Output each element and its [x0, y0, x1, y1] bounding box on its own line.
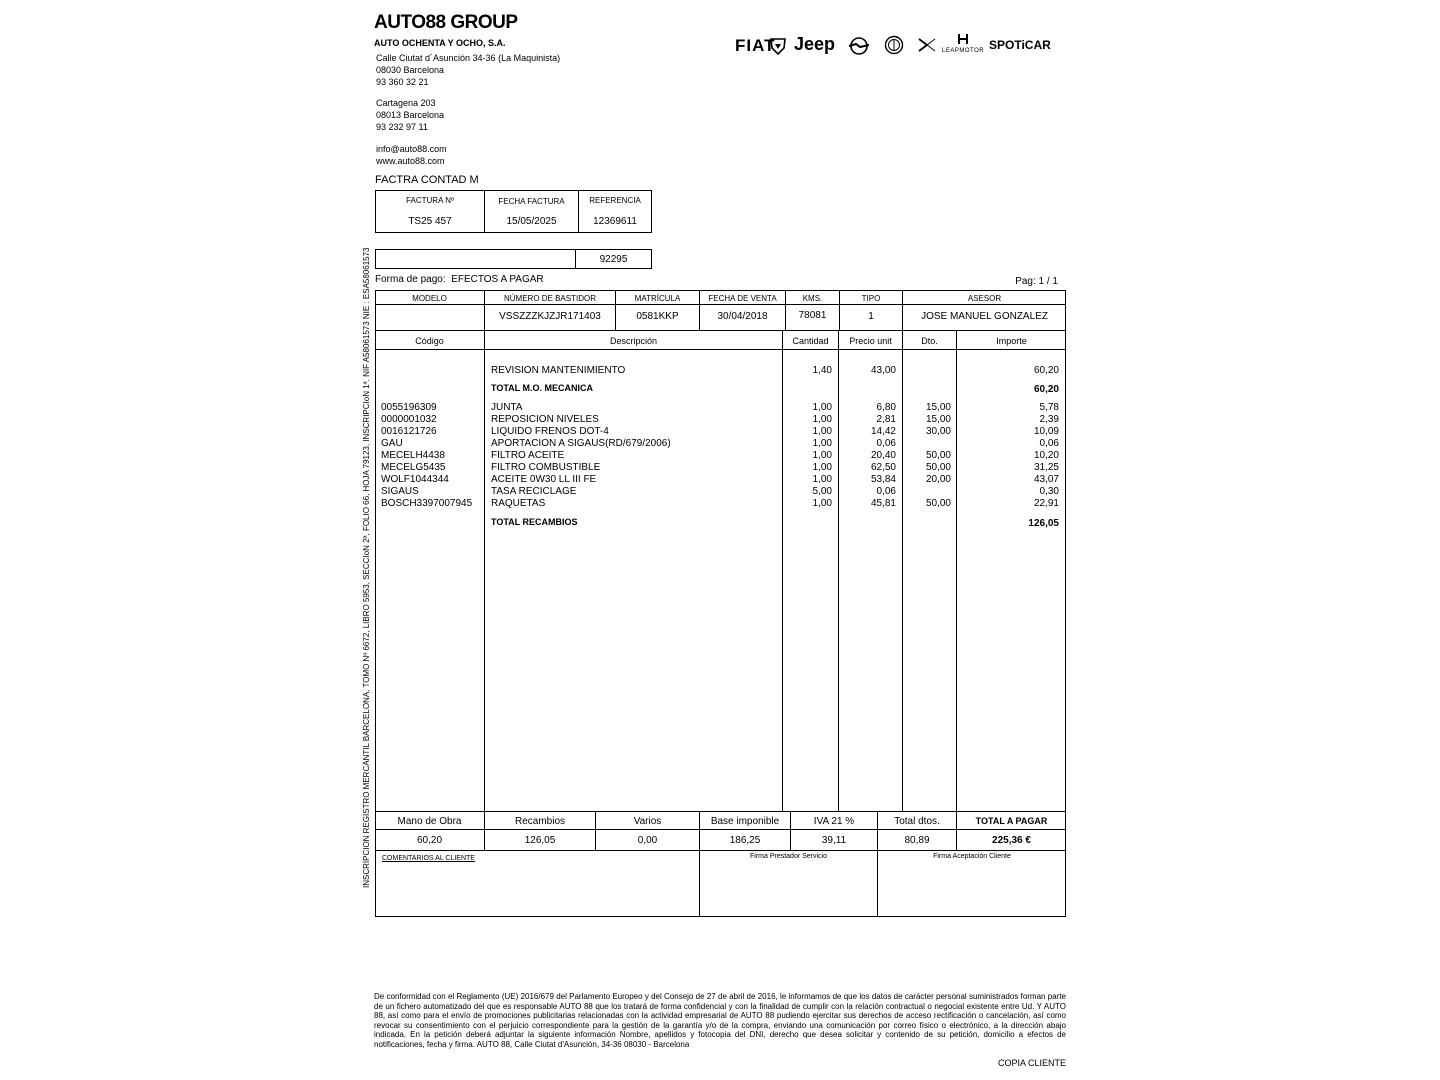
tax-base-value: 186,25	[729, 835, 761, 846]
part-price: 6,80	[876, 402, 896, 413]
abarth-logo-icon	[768, 36, 788, 61]
parts-descriptions	[491, 402, 671, 510]
divider	[375, 304, 1066, 305]
part-price: 2,81	[876, 414, 896, 425]
misc-summary-value: 0,00	[637, 835, 658, 846]
jeep-logo: Jeep	[794, 34, 836, 54]
part-description: ACEITE 0W30 LL III FE	[491, 474, 597, 485]
part-price: 0,06	[876, 438, 896, 449]
phone-line: 93 232 97 11	[376, 122, 428, 132]
kms-label: KMS.	[802, 294, 823, 303]
labour-price: 43,00	[870, 365, 896, 376]
website: www.auto88.com	[376, 156, 445, 166]
divider	[375, 811, 1066, 812]
parts-codes	[381, 402, 472, 510]
divider	[375, 829, 1066, 830]
labour-amount: 60,20	[1033, 365, 1059, 376]
part-code: SIGAUS	[381, 486, 419, 497]
part-price: 53,84	[870, 474, 896, 485]
client-signature-label: Firma Aceptación Cliente	[933, 853, 1011, 860]
invoice-date: 15/05/2025	[506, 216, 557, 227]
part-quantity: 1,00	[812, 438, 832, 449]
labour-quantity: 1,40	[812, 365, 832, 376]
copy-label: COPIA CLIENTE	[997, 1058, 1066, 1068]
part-amount: 0,06	[1039, 438, 1059, 449]
part-price: 20,40	[870, 450, 896, 461]
company-legal-name: AUTO OCHENTA Y OCHO, S.A.	[374, 38, 506, 48]
parts-summary-value: 126,05	[524, 835, 556, 846]
parts-total-label: TOTAL RECAMBIOS	[491, 517, 578, 527]
registry-side-text: INSCRIPCION REGISTRO MERCANTIL BARCELONA, TOMO Nº 6672, LIBRO 5953, SECCIoN 2ª, FOLIO 66, HOJA 79123, INSCRIPCIoN 1ª. NIF A58061573 NIE : ESA58061573	[362, 247, 371, 888]
address-line: 08013 Barcelona	[376, 110, 445, 120]
total-due-value: 225,36 €	[992, 835, 1031, 846]
total-due-label: TOTAL A PAGAR	[975, 816, 1048, 826]
parts-summary-label: Recambios	[514, 816, 566, 827]
part-description: APORTACION A SIGAUS(RD/679/2006)	[491, 438, 671, 449]
labour-total-label: TOTAL M.O. MECANICA	[491, 383, 593, 393]
privacy-notice: De conformidad con el Reglamento (UE) 2016/679 del Parlamento Europeo y del Consejo de 27 de abril de 2016, le informamos de que los datos de carácter personal suministrados forman parte de un fichero automatizado del que es responsable AUTO 88 que los tratará de forma confidencial y con la finalidad de cumplir con la relación contractual o negocial existente entre Ud. Y AUTO 88, así como para el envío de promociones publicitarias relacionadas con la actividad empresarial de AUTO 88 pudiendo ejercitar sus derechos de acceso rectificación o cancelación, así como revocar su consentimiento con el perjuicio correspondiente para la gestión de la garantía y/o de la compra, enviando una comunicación por correo físico o electrónico, a la dirección abajo indicada. En la petición deberá adjuntar la siguiente información Nombre, apellidos y fotocopia del DNI, derecho que desea solicitar y contenido de su petición, domicilio a efectos de notificaciones, fecha y firma. AUTO 88, Calle Ciutat d'Asunción, 34-36 08030 - Barcelona	[374, 992, 1066, 1049]
sale-date-value: 30/04/2018	[717, 311, 768, 322]
type-label: TIPO	[861, 294, 881, 303]
divider	[375, 349, 1066, 350]
part-price: 45,81	[870, 498, 896, 509]
part-discount: 15,00	[925, 402, 951, 413]
part-description: JUNTA	[491, 402, 523, 413]
unit-price-header: Precio unit	[849, 336, 892, 346]
ds-logo-icon	[916, 34, 938, 61]
provider-signature-label: Firma Prestador Servicio	[749, 853, 828, 860]
phone-line: 93 360 32 21	[376, 77, 429, 87]
part-code: 0016121726	[381, 426, 437, 437]
part-description: RAQUETAS	[491, 498, 546, 509]
part-quantity: 1,00	[812, 450, 832, 461]
part-code: MECELH4438	[381, 450, 445, 461]
advisor-value: JOSE MANUEL GONZALEZ	[921, 311, 1048, 322]
address-line: 08030 Barcelona	[376, 65, 445, 75]
leapmotor-logo: LEAPMOTOR	[942, 48, 985, 54]
quantity-header: Cantidad	[792, 336, 829, 346]
part-quantity: 1,00	[812, 462, 832, 473]
part-amount: 22,91	[1033, 498, 1059, 509]
part-code: 0055196309	[381, 402, 437, 413]
part-description: TASA RECICLAGE	[491, 486, 577, 497]
vin-value: VSSZZZKJZJR171403	[499, 311, 601, 322]
part-code: 0000001032	[381, 414, 437, 425]
labour-total: 60,20	[1033, 384, 1059, 395]
page-indicator: Pag: 1 / 1	[1015, 276, 1058, 287]
part-amount: 5,78	[1039, 402, 1059, 413]
part-discount: 15,00	[925, 414, 951, 425]
payment-method	[375, 274, 544, 285]
contact-block	[376, 143, 447, 167]
part-discount	[903, 486, 951, 498]
part-discount: 20,00	[925, 474, 951, 485]
part-amount: 2,39	[1039, 414, 1059, 425]
part-description: LIQUIDO FRENOS DOT-4	[491, 426, 609, 437]
amount-header: Importe	[996, 336, 1027, 346]
document-type: FACTRA CONTAD M	[375, 174, 479, 186]
part-price: 62,50	[870, 462, 896, 473]
footer-box	[375, 850, 1066, 917]
part-code: GAU	[381, 438, 403, 449]
address-block-1	[376, 52, 560, 88]
parts-prices	[839, 402, 896, 510]
address-block-2	[376, 97, 444, 133]
part-discount: 50,00	[925, 462, 951, 473]
email: info@auto88.com	[376, 144, 447, 154]
description-header: Descripción	[609, 336, 658, 346]
invoice-number-label: FACTURA Nº	[406, 196, 454, 205]
total-discounts-label: Total dtos.	[894, 816, 940, 827]
total-discounts-value: 80,89	[904, 835, 930, 846]
part-quantity: 1,00	[812, 402, 832, 413]
vat-value: 39,11	[821, 835, 847, 846]
client-code: 92295	[599, 254, 628, 265]
part-quantity: 5,00	[812, 486, 832, 497]
parts-total: 126,05	[1028, 518, 1059, 529]
part-amount: 43,07	[1033, 474, 1059, 485]
comments-label: COMENTARIOS AL CLIENTE	[382, 855, 475, 862]
invoice-number: TS25 457	[408, 216, 452, 227]
part-discount: 30,00	[925, 426, 951, 437]
divider	[877, 850, 878, 917]
divider	[484, 330, 485, 811]
alfa-romeo-logo-icon	[884, 35, 904, 60]
invoice-date-label: FECHA FACTURA	[498, 197, 565, 206]
reference-label: REFERENCIA	[589, 196, 641, 205]
labour-description: REVISION MANTENIMIENTO	[491, 365, 626, 376]
type-value: 1	[868, 311, 874, 322]
labour-summary-value: 60,20	[416, 835, 443, 846]
model-label: MODELO	[412, 294, 447, 303]
discount-header: Dto.	[921, 336, 938, 346]
part-description: FILTRO COMBUSTIBLE	[491, 462, 601, 473]
advisor-label: ASESOR	[967, 294, 1002, 303]
part-quantity: 1,00	[812, 474, 832, 485]
misc-summary-label: Varios	[633, 816, 662, 827]
address-line: Cartagena 203	[376, 98, 436, 108]
parts-amounts	[957, 402, 1059, 510]
part-code: MECELG5435	[381, 462, 446, 473]
part-code: BOSCH3397007945	[381, 498, 473, 509]
company-name: AUTO88 GROUP	[374, 12, 518, 33]
parts-quantities	[783, 402, 832, 510]
divider	[375, 330, 1066, 331]
part-discount: 50,00	[925, 498, 951, 509]
part-amount: 10,20	[1033, 450, 1059, 461]
part-price: 0,06	[876, 486, 896, 497]
address-line: Calle Ciutat d´Asunción 34-36 (La Maquinista)	[376, 53, 561, 63]
spoticar-logo: SPOTiCAR	[989, 38, 1051, 52]
plate-value: 0581KKP	[636, 311, 679, 322]
part-description: FILTRO ACEITE	[491, 450, 565, 461]
parts-discounts	[903, 402, 951, 510]
part-discount: 50,00	[925, 450, 951, 461]
fiat-logo: FIAT	[735, 36, 776, 55]
code-header: Código	[415, 336, 444, 346]
part-description: REPOSICION NIVELES	[491, 414, 599, 425]
part-code: WOLF1044344	[381, 474, 449, 485]
labour-summary-label: Mano de Obra	[397, 816, 462, 827]
divider	[699, 850, 700, 917]
tax-base-label: Base imponible	[710, 816, 780, 827]
part-price: 14,42	[870, 426, 896, 437]
part-quantity: 1,00	[812, 414, 832, 425]
opel-logo-icon	[848, 36, 870, 61]
payment-value: EFECTOS A PAGAR	[451, 274, 544, 285]
plate-label: MATRÍCULA	[634, 294, 681, 303]
vat-label: IVA 21 %	[813, 816, 855, 827]
vin-label: NÚMERO DE BASTIDOR	[503, 294, 596, 303]
part-amount: 31,25	[1033, 462, 1059, 473]
part-quantity: 1,00	[812, 426, 832, 437]
sale-date-label: FECHA DE VENTA	[708, 294, 777, 303]
part-discount	[903, 438, 951, 450]
reference-number: 12369611	[593, 216, 637, 227]
payment-label: Forma de pago:	[375, 274, 446, 285]
kms-value: 78081	[798, 310, 827, 321]
part-amount: 10,09	[1033, 426, 1059, 437]
part-amount: 0,30	[1039, 486, 1059, 497]
part-quantity: 1,00	[812, 498, 832, 509]
